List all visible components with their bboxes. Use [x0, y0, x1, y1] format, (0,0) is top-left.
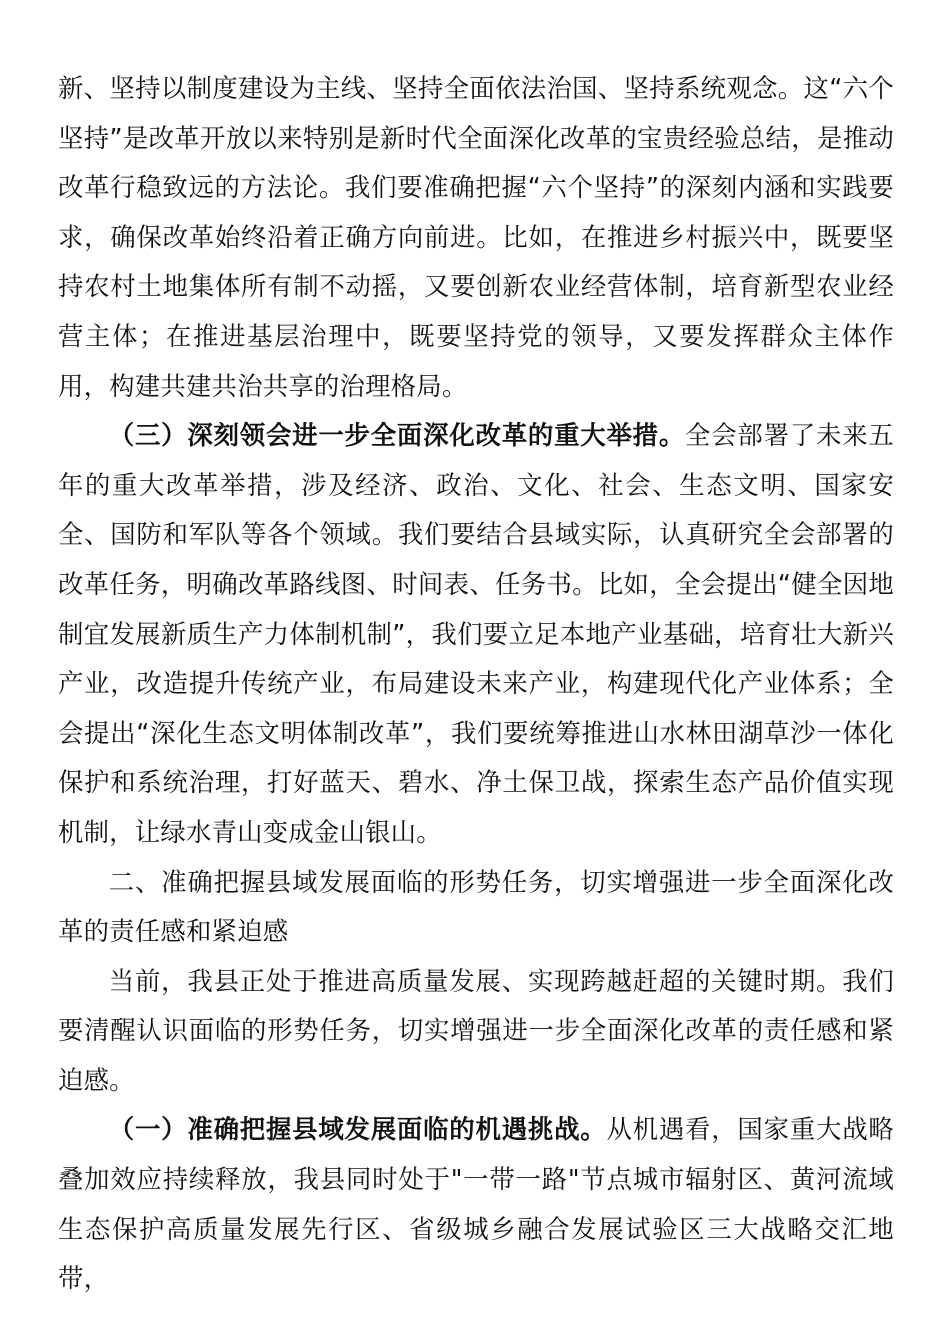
- section-heading-2: [58, 858, 894, 957]
- paragraph-1: [58, 64, 894, 411]
- paragraph-5-lead: （一）准确把握县域发展面临的机遇挑战。: [108, 1114, 607, 1145]
- section-heading-2-text: 二、准确把握县域发展面临的形势任务，切实增强进一步全面深化改革的责任感和紧迫感: [58, 866, 894, 947]
- document-body: [58, 64, 894, 1304]
- paragraph-1-text: 新、坚持以制度建设为主线、坚持全面依法治国、坚持系统观念。这“六个坚持”是改革开放以来特别是新时代全面深化改革的宝贵经验总结，是推动改革行稳致远的方法论。我们要准确把握“六个坚持”的深刻内涵和实践要求，确保改革始终沿着正确方向前进。比如，在推进乡村振兴中，既要坚持农村土地集体所有制不动摇，又要创新农业经营体制，培育新型农业经营主体；在推进基层治理中，既要坚持党的领导，又要发挥群众主体作用，构建共建共治共享的治理格局。: [58, 73, 894, 401]
- paragraph-4: [58, 957, 894, 1106]
- paragraph-5: [58, 1105, 894, 1303]
- paragraph-4-text: 当前，我县正处于推进高质量发展、实现跨越赶超的关键时期。我们要清醒认识面临的形势任务，切实增强进一步全面深化改革的责任感和紧迫感。: [58, 965, 894, 1095]
- paragraph-2-lead: （三）深刻领会进一步全面深化改革的重大举措。: [108, 420, 686, 451]
- paragraph-2: [58, 411, 894, 857]
- paragraph-2-text: 全会部署了未来五年的重大改革举措，涉及经济、政治、文化、社会、生态文明、国家安全、国防和军队等各个领域。我们要结合县域实际，认真研究全会部署的改革任务，明确改革路线图、时间表、任务书。比如，全会提出“健全因地制宜发展新质生产力体制机制”，我们要立足本地产业基础，培育壮大新兴产业，改造提升传统产业，布局建设未来产业，构建现代化产业体系；全会提出“深化生态文明体制改革”，我们要统筹推进山水林田湖草沙一体化保护和系统治理，打好蓝天、碧水、净土保卫战，探索生态产品价值实现机制，让绿水青山变成金山银山。: [58, 420, 894, 847]
- paragraph-5-text: 从机遇看，国家重大战略叠加效应持续释放，我县同时处于"一带一路"节点城市辐射区、黄河流域生态保护高质量发展先行区、省级城乡融合发展试验区三大战略交汇地带，: [58, 1114, 894, 1294]
